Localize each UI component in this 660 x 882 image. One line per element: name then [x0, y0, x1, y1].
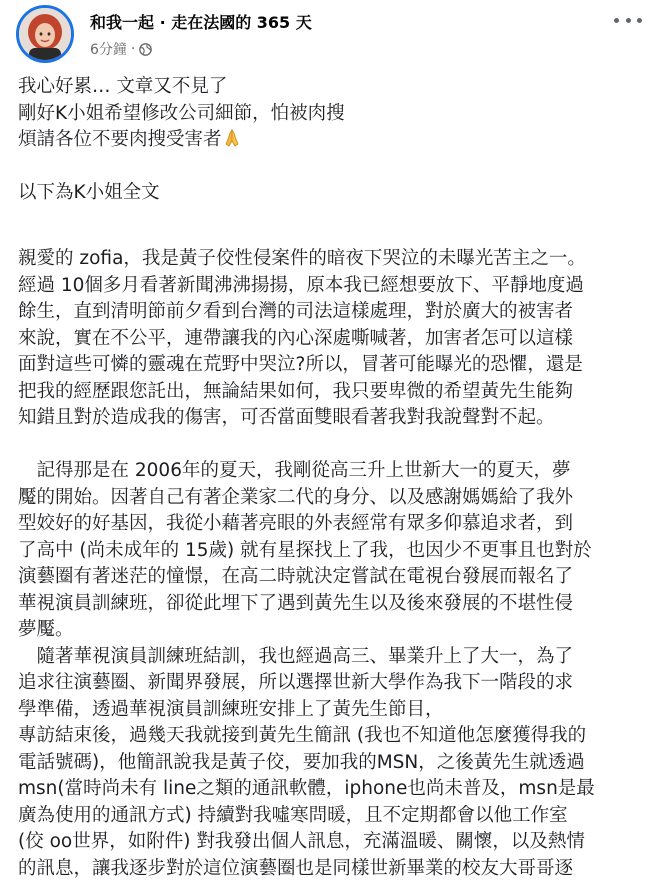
paragraph-line: 廣為使用的通訊方式) 持續對我噓寒問暖，且不定期都會以他工作室 — [18, 803, 648, 830]
paragraph-line: 夢魘。 — [18, 617, 648, 644]
intro-line: 我心好累… 文章又不見了 — [18, 74, 648, 101]
paragraph-line: 記得那是在 2006年的夏天，我剛從高三升上世新大一的夏天，夢 — [18, 458, 648, 485]
paragraph-line: 親愛的 zofia，我是黃子佼性侵案件的暗夜下哭泣的未曝光苦主之一。 — [18, 246, 648, 273]
intro-line: 剛好K小姐希望修改公司細節，怕被肉搜 — [18, 101, 648, 128]
more-dot — [614, 18, 619, 23]
meta-separator: · — [131, 41, 135, 57]
paragraph-line: 餘生，直到清明節前夕看到台灣的司法這樣處理，對於廣大的被害者 — [18, 299, 648, 326]
paragraph-line: 型姣好的好基因，我從小藉著亮眼的外表經常有眾多仰慕追求者，到 — [18, 511, 648, 538]
post-header — [0, 0, 660, 66]
page-name[interactable]: 和我一起 · 走在法國的 365 天 — [90, 10, 312, 33]
paragraph-line: 電話號碼)，他簡訊說我是黃子佼，要加我的MSN，之後黃先生就透過 — [18, 750, 648, 777]
paragraph-line: 面對這些可憐的靈魂在荒野中哭泣?所以，冒著可能曝光的恐懼，還是 — [18, 352, 648, 379]
post-meta — [90, 39, 152, 59]
post-body — [18, 74, 648, 882]
page-avatar[interactable] — [16, 5, 74, 63]
paragraph-line: 專訪結束後，過幾天我就接到黃先生簡訊 (我也不知道他怎麼獲得我的 — [18, 723, 648, 750]
paragraph-line: (佼 oo世界，如附件) 對我發出個人訊息，充滿溫暖、關懷，以及熱情 — [18, 829, 648, 856]
intro-line-with-emoji — [18, 127, 648, 154]
more-dot — [626, 18, 631, 23]
paragraph-line: 經過 10個多月看著新聞沸沸揚揚，原本我已經想要放下、平靜地度過 — [18, 273, 648, 300]
paragraph-line: 的訊息，讓我逐步對於這位演藝圈也是同樣世新畢業的校友大哥哥逐 — [18, 856, 648, 882]
paragraph-line: 學準備，透過華視演員訓練班安排上了黃先生節目， — [18, 697, 648, 724]
avatar-image — [19, 8, 71, 60]
paragraph-line: 了高中 (尚未成年的 15歲) 就有星探找上了我，也因少不更事且也對於 — [18, 538, 648, 565]
paragraph-line: 知錯且對於造成我的傷害，可否當面雙眼看著我對我說聲對不起。 — [18, 405, 648, 432]
paragraph-line: 追求往演藝圈、新聞界發展，所以選擇世新大學作為我下一階段的求 — [18, 670, 648, 697]
paragraph-line: 魘的開始。因著自己有著企業家二代的身分、以及感謝媽媽給了我外 — [18, 485, 648, 512]
globe-icon — [139, 43, 152, 56]
paragraph-line: 來說，實在不公平，連帶讓我的內心深處嘶喊著，加害者怎可以這樣 — [18, 326, 648, 353]
more-dot — [637, 18, 642, 23]
post-subtitle: 以下為K小姐全文 — [18, 180, 648, 207]
paragraph-line: 華視演員訓練班，卻從此埋下了遇到黃先生以及後來發展的不堪性侵 — [18, 591, 648, 618]
pray-emoji-icon — [222, 128, 242, 148]
more-options-button[interactable] — [614, 10, 642, 30]
paragraph-line: 把我的經歷跟您託出，無論結果如何，我只要卑微的希望黃先生能夠 — [18, 379, 648, 406]
post-time[interactable]: 6分鐘 — [90, 39, 127, 59]
paragraph-line: 隨著華視演員訓練班結訓，我也經過高三、畢業升上了大一，為了 — [18, 644, 648, 671]
intro-line: 煩請各位不要肉搜受害者 — [18, 129, 222, 150]
paragraph-line: 演藝圈有著迷茫的憧憬，在高二時就決定嘗試在電視台發展而報名了 — [18, 564, 648, 591]
paragraph-line: msn(當時尚未有 line之類的通訊軟體，iphone也尚未普及，msn是最 — [18, 776, 648, 803]
